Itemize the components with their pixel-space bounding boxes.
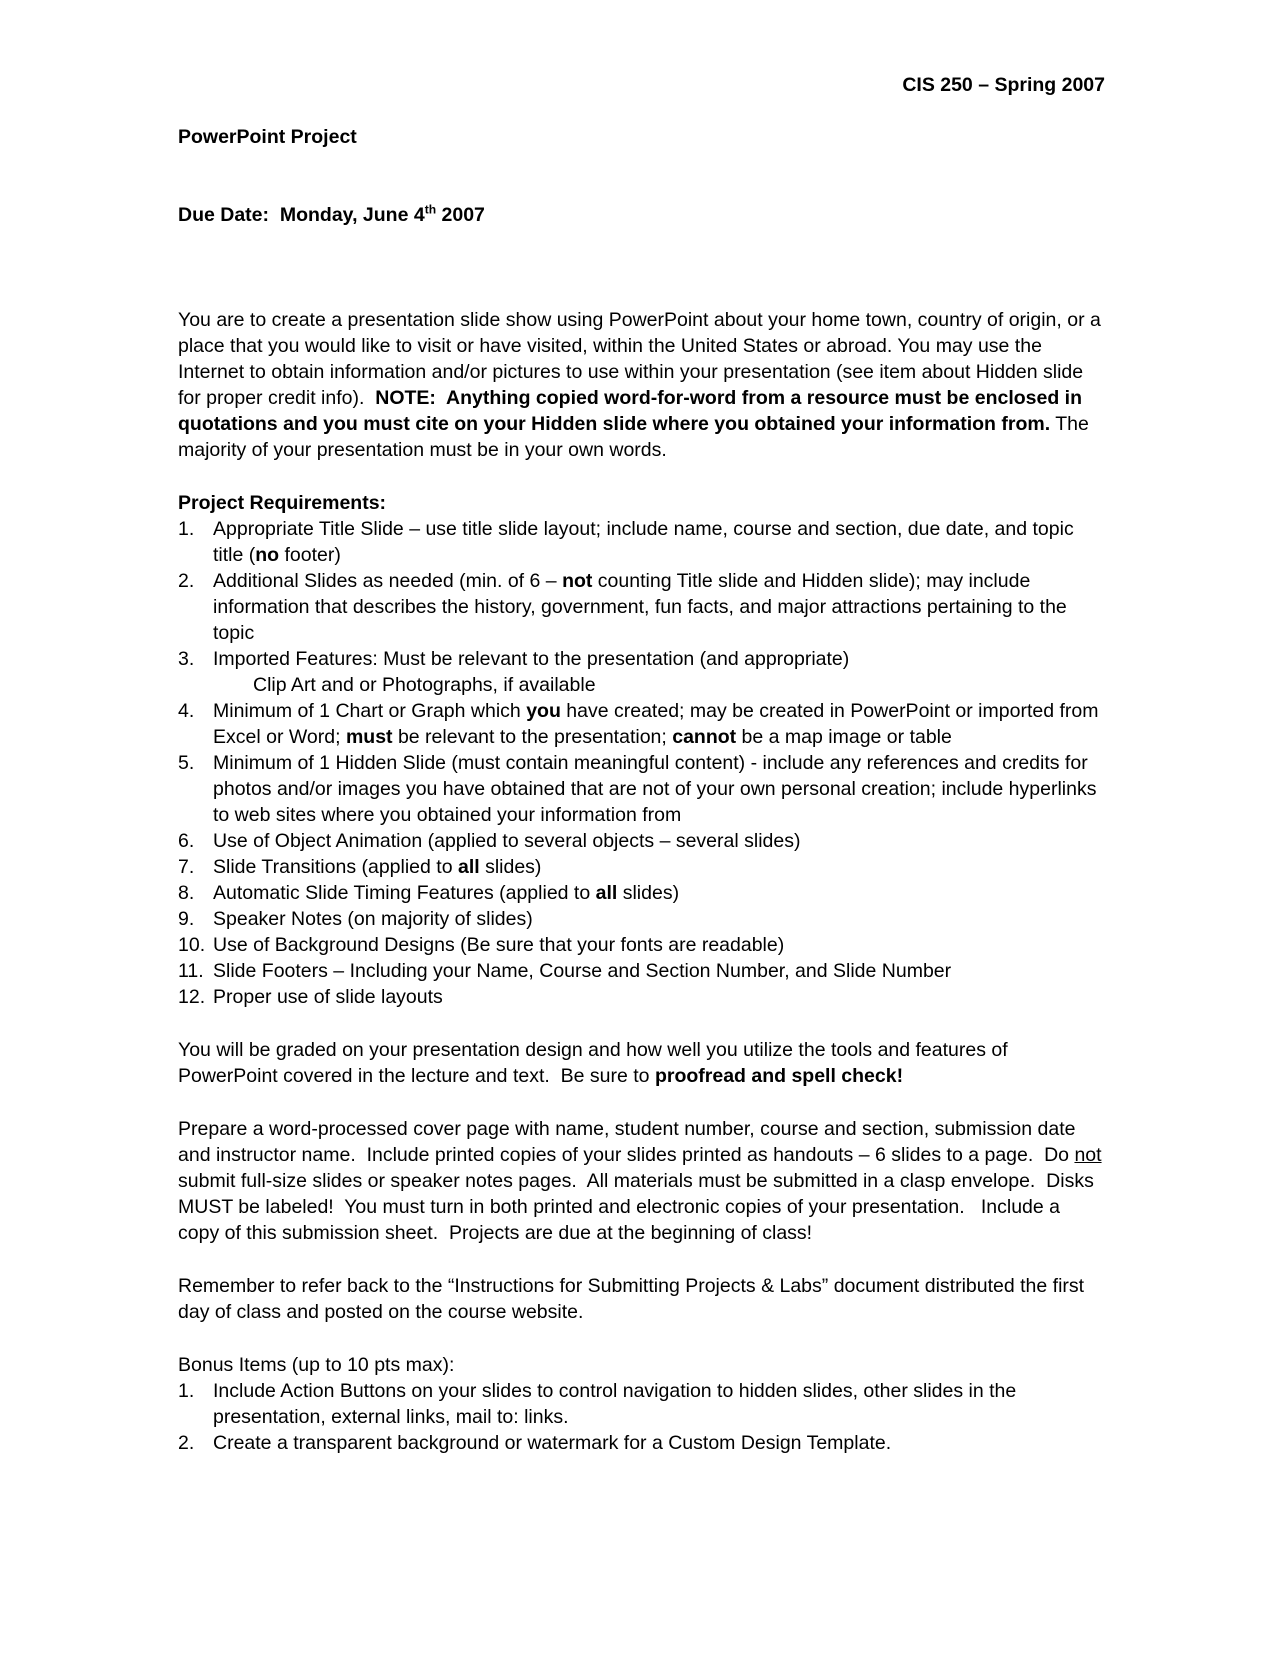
list-item-number: 11. (178, 960, 204, 982)
list-item-text: Create a transparent background or watermark for a Custom Design Template. (213, 1432, 892, 1454)
list-item (178, 880, 1105, 906)
list-item (178, 1378, 1105, 1430)
list-item-text: Speaker Notes (on majority of slides) (213, 908, 533, 930)
list-item (178, 568, 1105, 646)
list-item (178, 984, 1105, 1010)
course-label: CIS 250 – Spring 2007 (902, 74, 1105, 96)
due-date-ordinal: th (424, 202, 437, 217)
submission-paragraph: Prepare a word-processed cover page with name, student number, course and section, submission date and instructor name. Include printed copies of your slides printed as handouts – 6 slides to a page. Do not submit full-size slides or speaker notes pages. All materials must be submitted in a clasp envelope. Disks MUST be labeled! You must turn in both printed and electronic copies of your presentation. Include a copy of this submission sheet. Projects are due at the beginning of class! (178, 1118, 1107, 1244)
list-item-number: 10. (178, 934, 206, 956)
intro-paragraph: You are to create a presentation slide show using PowerPoint about your home town, country of origin, or a place that you would like to visit or have visited, within the United States or abroad. You may use the Internet to obtain information and/or pictures to use within your presentation (see item about Hidden slide for proper credit info). NOTE: Anything copied word-for-word from a resource must be enclosed in quotations and you must cite on your Hidden slide where you obtained your information from. The majority of your presentation must be in your own words. (178, 309, 1107, 461)
list-item-text: Use of Object Animation (applied to several objects – several slides) (213, 830, 801, 852)
list-item (178, 828, 1105, 854)
requirements-list (178, 516, 1105, 1010)
list-item-text: Proper use of slide layouts (213, 986, 443, 1008)
list-item-text: Additional Slides as needed (min. of 6 – not counting Title slide and Hidden slide); may include information that describes the history, government, fun facts, and major attractions pertaining to the topic (213, 570, 1073, 644)
list-item-number: 4. (178, 700, 195, 722)
due-date-year: 2007 (436, 204, 485, 226)
list-item (178, 1430, 1105, 1456)
list-item-number: 5. (178, 752, 195, 774)
list-item (178, 932, 1105, 958)
list-item-text: Slide Footers – Including your Name, Course and Section Number, and Slide Number (213, 960, 952, 982)
list-item-text: Use of Background Designs (Be sure that your fonts are readable) (213, 934, 785, 956)
list-item-text: Minimum of 1 Hidden Slide (must contain meaningful content) - include any references and credits for photos and/or images you have obtained that are not of your own personal creation; include hyperlinks to web sites where you obtained your information from (213, 752, 1102, 826)
list-item-number: 9. (178, 908, 195, 930)
list-item-number: 1. (178, 518, 195, 540)
list-item-number: 1. (178, 1380, 195, 1402)
list-item (178, 958, 1105, 984)
list-item-text: Slide Transitions (applied to all slides) (213, 856, 542, 878)
list-item-text: Include Action Buttons on your slides to control navigation to hidden slides, other slides in the presentation, external links, mail to: links. (213, 1380, 1022, 1428)
header-left (178, 72, 485, 280)
list-item-number: 2. (178, 1432, 195, 1454)
grading-paragraph: You will be graded on your presentation design and how well you utilize the tools and features of PowerPoint covered in the lecture and text. Be sure to proofread and spell check! (178, 1039, 1014, 1087)
list-item-number: 7. (178, 856, 195, 878)
list-item-number: 6. (178, 830, 195, 852)
list-item (178, 516, 1105, 568)
document-header (178, 72, 1105, 280)
list-item-number: 2. (178, 570, 195, 592)
list-item (178, 750, 1105, 828)
requirements-heading: Project Requirements: (178, 492, 387, 514)
list-item-text: Imported Features: Must be relevant to the presentation (and appropriate) Clip Art and or Photographs, if available (213, 646, 1105, 698)
list-item-number: 3. (178, 648, 195, 670)
bonus-list (178, 1378, 1105, 1456)
list-item (178, 906, 1105, 932)
list-item (178, 854, 1105, 880)
list-item (178, 646, 1105, 698)
bonus-heading: Bonus Items (up to 10 pts max): (178, 1354, 455, 1376)
list-item-subline: Clip Art and or Photographs, if available (253, 674, 596, 696)
list-item (178, 698, 1105, 750)
list-item-text: Automatic Slide Timing Features (applied to all slides) (213, 882, 680, 904)
due-date-text: Due Date: Monday, June 4 (178, 204, 425, 226)
list-item-number: 8. (178, 882, 195, 904)
list-item-number: 12. (178, 986, 206, 1008)
list-item-text: Appropriate Title Slide – use title slide layout; include name, course and section, due date, and topic title (no footer) (213, 518, 1080, 566)
list-item-text: Minimum of 1 Chart or Graph which you have created; may be created in PowerPoint or imported from Excel or Word; must be relevant to the presentation; cannot be a map image or table (213, 700, 1104, 748)
due-date (178, 202, 485, 228)
document-title: PowerPoint Project (178, 126, 357, 148)
reminder-paragraph: Remember to refer back to the “Instructions for Submitting Projects & Labs” document distributed the first day of class and posted on the course website. (178, 1275, 1090, 1323)
